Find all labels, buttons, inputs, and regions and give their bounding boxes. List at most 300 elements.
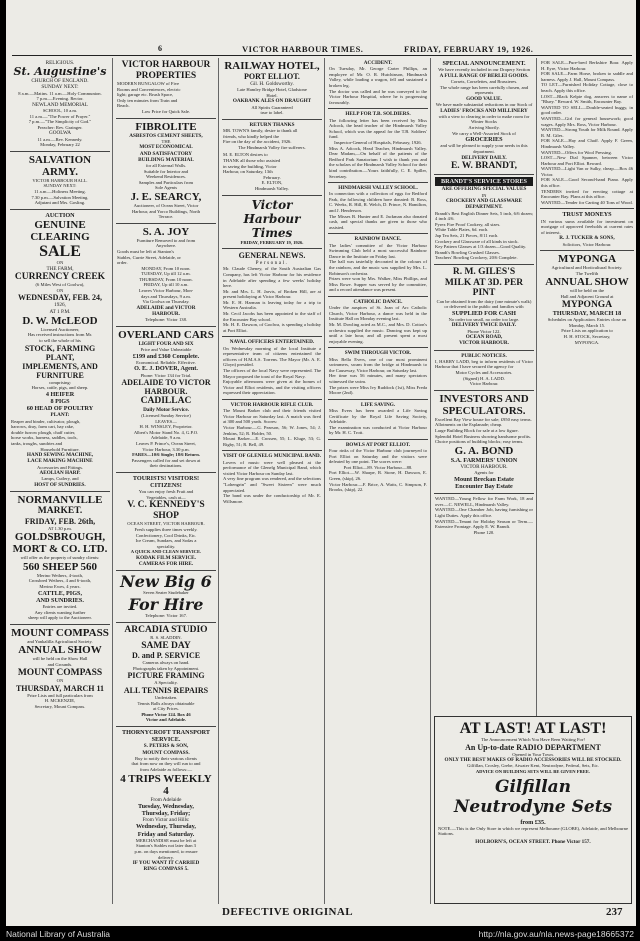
fibrolite-advertisement [116, 119, 216, 224]
line: Tuesday, Wednesday, [138, 802, 194, 810]
heading: SALE [39, 242, 81, 260]
line: SUPPLIED FOR CASH [452, 309, 516, 317]
paragraph: Inspector-General of Hospitals, February, 1926. [334, 139, 422, 145]
heading: VICTOR HARBOUR RIFLE CLUB. [230, 401, 314, 408]
paragraph: A very fine program was rendered, and the selections "Lohengrin" and "Sweet Sixteen" were much appreciated. [223, 476, 321, 493]
line: p.m. on days mentioned, to ensure [134, 848, 198, 854]
line: Phone: Victor 134 for Trial. [140, 372, 192, 378]
classified: WANTED—One Chamber Job, having furnishing or Light Duties. Apply this office. [435, 507, 533, 519]
heading: INVESTORS AND [439, 392, 529, 405]
line: Confectionery, Cool Drinks, Etc. [135, 532, 197, 538]
trust-moneys-notice [540, 209, 634, 251]
line: DELIVERY TWICE DAILY. [451, 322, 517, 329]
line: Crossbred Wethers, 4 and 6-tooth, [28, 578, 92, 584]
line: THURSDAY, From 10 noon. [139, 276, 193, 282]
line: Splendid Hotel Business showing handsome profits. [435, 433, 531, 439]
classified: WANTED—Offers for Wool Pressing. [541, 149, 612, 155]
overland-cars-advertisement [116, 327, 216, 473]
line: S.A. FARMERS' UNION [450, 456, 518, 464]
line: Arriving Shortly. [468, 124, 500, 130]
line: Telephone: Victor 167. [144, 613, 188, 619]
line: GOOLWA [48, 130, 72, 137]
line: Terrace. [158, 214, 174, 220]
line: HOST OF SUNDRIES. [34, 481, 86, 488]
line: at City Prices. [153, 706, 179, 712]
line: S. PETERS & SON, [143, 743, 189, 750]
line: Has received instructions from Mr. [27, 332, 93, 338]
classified: WANTED—Young Fellow for Farm Work, 18 and over.—C. NEWELL, Hindmarsh Valley. [435, 496, 533, 507]
line: A FULL RANGE OF BERLEI GOODS. [439, 72, 529, 79]
running-header [6, 0, 636, 62]
line: horse works, harness, saddles, tools, [11, 435, 78, 441]
heading: TOURISTS! VISITORS! [132, 474, 200, 482]
line: DELIVERY DAILY. [461, 154, 507, 161]
line: will offer as the property of sundry clients: [20, 555, 100, 561]
accident-article [328, 58, 428, 109]
heading: HARBOUR. [144, 387, 188, 397]
line: CROCKERY AND GLASSWARE DEPARTMENT. [445, 198, 522, 211]
line: speciality. [156, 543, 176, 549]
line: Brandt's Bowling Crushed Glasses. [435, 249, 500, 255]
page-marker: 6 [158, 44, 163, 53]
sheep-count: 560 SHEEP 560 [23, 560, 97, 573]
line: CATTLE, PIGS, [37, 589, 83, 597]
paragraph: The band was under the conductorship of Mr. E. Willsmore. [223, 493, 321, 504]
paragraph: Mr. Claude Cheney, of the South Australian Gas Company, has left Victor Harbour for his residence in Adelaide after spending a few weeks' holiday here. [223, 266, 321, 289]
paragraph: Victor Harbour.—F. Brice, A. Watts, C. Simpson, F. Brooks, (skip), 22. [329, 481, 427, 493]
line: We have made substantial reductions in our Stock of [435, 101, 533, 107]
line: Albert's Motor Stand No. 4, G.P.O. [133, 429, 199, 435]
heading: NAVAL OFFICERS ENTERTAINED. [229, 339, 315, 346]
line: Schedules on Application. Entries close on Monday, March 15. [547, 317, 627, 328]
line: double furrow plough, chaff cutter, [11, 429, 76, 435]
line: Secretary, Mount Compass. [34, 703, 86, 709]
catholic-dance-article [328, 297, 428, 348]
line: Brandt's Best English Dinner Sets, 5 inch, 6/6 dozen; 4 inch 4/6. [435, 210, 533, 222]
line: No order too small, no order too large. [448, 316, 520, 322]
line: VICTOR HARBOUR HALL. [32, 177, 88, 183]
newspaper-title: VICTOR HARBOUR TIMES. [242, 44, 364, 54]
line: Agents for [474, 470, 494, 476]
line: Leaves P. Prince's, Ocean Street, [136, 440, 196, 446]
line: Wednesday, Thursday, [136, 823, 196, 831]
line: Phone Victor 122. [467, 328, 501, 334]
heading: SAME DAY [141, 640, 191, 651]
line: Cameras always on hand. [142, 660, 190, 666]
line: IF YOU WANT IT CARRIED [132, 860, 200, 867]
date: FRIDAY, FEB. 26th, [24, 516, 96, 526]
section-label: RELIGIOUS. [45, 60, 75, 66]
line: Merino Ewes, 4 years. [39, 584, 81, 590]
line: SUNDAY NEXT: [41, 84, 79, 91]
line: days and Thursdays, 9 a.m. [140, 293, 192, 299]
line: TUESDAY, Up till 12 a.m. [141, 271, 191, 277]
line: (Licensed Sunday Service) [141, 412, 191, 418]
classified: Phone 120. [473, 529, 495, 535]
public-notices [434, 351, 534, 391]
heading: CADILLAC [140, 396, 192, 407]
paragraph: The hall was tastefully decorated in the colours of the rainbow, and the music was supplied by Mrs. L. Robinson's orchestra. [329, 259, 427, 276]
line: 7 p.m.—"The Simplicity of God." [28, 119, 92, 125]
line: sheep will apply to the Auctioneer. [28, 615, 92, 621]
paragraph: Port Elliot—89. Victor Harbour—88. [343, 464, 413, 470]
line: will be held on the Show Hall [32, 656, 88, 662]
swim-article [328, 348, 428, 399]
line: for all External Walls. [145, 162, 187, 168]
classified: FOR SALE—Hay and Chaff. Apply F. Green, Hindmarsh Valley. [541, 138, 633, 149]
heading: AUCTION [45, 211, 75, 219]
line: Corsets, Corselettes, and Brassieres. [450, 79, 518, 84]
line: ONLY THE BEST MAKES OF RADIO ACCESSORIES WILL BE STOCKED. [444, 757, 622, 764]
paragraph: Mr. and Mrs. L. H. Jarvis, of Broken Hill, are at present holidaying at Victor Harbour. [223, 288, 321, 300]
paragraph: The officers of the local Navy were represented. The Mayor proposed the toast of the Royal Navy. [223, 368, 321, 379]
line: comprising: [49, 379, 71, 385]
line: Sole Agents [154, 185, 178, 191]
life-saving-article [328, 400, 428, 440]
line: Telephone: Victor 138. [144, 317, 188, 323]
line: tanks, troughs, sundries and [11, 440, 63, 446]
line: AND SUNDRIES. [36, 596, 84, 604]
line: Beach. [117, 103, 130, 109]
line: Entries are invited. [42, 604, 78, 610]
line: MOUNT COMPASS [17, 667, 103, 678]
paragraph: Under the auspices of St. Joan of Arc Catholic Church, Victor Harbour, a dance was held in the Institute Hall on Monday evening last. [329, 305, 427, 322]
line: Lamps, Cutlery, and [41, 476, 79, 482]
line: 7 p.m.—Evening. Rector. [36, 96, 84, 102]
line: (Signed) H. A. LADD. [463, 375, 505, 381]
paragraph: The ladies' committee of the Victor Harbour Swimming Club held a most successful Rainbow Dance in the Institute on Friday last. [329, 242, 427, 259]
line: Weekend Residences. [146, 174, 186, 180]
heading: RETURN THANKS [249, 121, 295, 128]
glenelg-band-article [222, 451, 322, 507]
column-rule [324, 58, 325, 904]
line: Solicitors, Victor Harbour. [562, 241, 612, 247]
line: Late Hamley Bridge Hotel, Gladstone [237, 87, 307, 93]
line: Household Furniture. [40, 446, 80, 452]
line: OAKBANK ALES ON DRAUGHT [232, 98, 312, 105]
paragraph: Mr. H. E. Dawson, of Goolwa, is spending a holiday at Port Elliot. [223, 322, 321, 333]
line: IN [481, 192, 487, 198]
heading: PUBLIC NOTICES. [461, 352, 507, 359]
heading: An Up-to-date RADIO DEPARTMENT [465, 742, 601, 752]
line: Teachers' Bowling Crockery, 20/6 Complete. [435, 255, 518, 261]
column-rule [218, 58, 219, 904]
railway-hotel-advertisement [222, 58, 322, 120]
line: Accessories and Fittings. [36, 464, 84, 470]
line: and will be pleased to supply your needs in this department. [440, 143, 528, 154]
line: Undertaken. [154, 695, 178, 700]
line: Victor and Adelaide. [145, 717, 187, 723]
line: Only ten minutes from Train and [117, 97, 178, 103]
line: Fire on the day of the accident, 1926. [223, 139, 292, 145]
auction-date: WEDNESDAY, FEB. 24, [17, 293, 103, 303]
paragraph: Miss A. Adcock, Head Teacher, Hindmarsh Valley. Dear Madam,—On behalf of the patients of the Bedford Park Sanatorium I wish to thank you and the scholars of the Hindmarsh Valley School for their kind contribution.—Yours faithfully, C. E. Spiller, Secretary. [329, 145, 427, 179]
heading: LIFE SAVING. [360, 401, 396, 408]
paragraph: The Mount Barker club and their friends visited Victor Harbour on Saturday last. A match was fired at 300 and 500 yards. Scores: [223, 408, 321, 425]
line: I, HARRY LADD, beg to inform residents of Victor Harbour that I have secured the agency for [435, 358, 533, 370]
heading: VISIT OF GLENELG MUNICIPAL BAND. [223, 453, 321, 460]
paragraph: The doctor was called and he was conveyed to the Victor Harbour Hospital, where he is progressing favourably. [329, 88, 427, 105]
small-classifieds [540, 58, 634, 209]
heading: SPECULATORS. [442, 404, 526, 417]
heading: SERVICE. [151, 736, 181, 744]
heading: R. M. GILES'S [452, 267, 516, 277]
line: PLANT: [50, 412, 70, 419]
line: MR. TOWN'S family, desire to thank all [223, 127, 298, 133]
heading: New Big 6 [120, 572, 212, 592]
source-url-link[interactable]: http://nla.gov.au/nla.news-page18665372 [478, 929, 634, 939]
line: The Announcement Which You Have Been Waiting For! [481, 737, 585, 742]
line: Price and Value Unbeatable [140, 347, 192, 353]
line: THE FARM, [46, 265, 74, 272]
line: MONDAY, From 10 noon. [141, 265, 191, 271]
heading: BOWLS AT PORT ELLIOT. [345, 441, 411, 448]
editorial-masthead [222, 196, 322, 250]
line: LADIES' FROCKS AND MILLINERY [440, 107, 528, 114]
line: The whole range has been carefully chosen, and represents [439, 84, 529, 96]
paragraph: On Tuesday, Mr. George Carter Phillips, an employee of Mr. O. R. Hutchinson, Hindmarsh Valley, while loading a wagon, fell and sustained a broken leg. [329, 66, 427, 88]
naval-officers-article [222, 337, 322, 400]
line: IN various sums available for investment on mortgage of approved freeholds at current rates of interest. [541, 218, 633, 235]
line: MERCHANDISE must be left at [135, 837, 197, 843]
line: AEOLIAN HARP. [39, 470, 81, 477]
car-hire-advertisement [116, 571, 216, 622]
heading: VICTOR HARBOUR [121, 60, 211, 70]
classified: WANTED—Tender for Carting 40 Tons of Wood. [541, 199, 633, 205]
line: OCEAN ROAD, [465, 334, 503, 341]
heading: CITIZENS! [150, 482, 182, 490]
line: Key Pattern Glasses at 1/3 dozen—Good Quality. [435, 244, 527, 250]
line: M. E. ELTON desires to [223, 152, 268, 158]
line: Large Building Block for sale at a low figure. [435, 428, 519, 434]
line: Anywhere. [155, 243, 177, 249]
line: NEWLAND MEMORIAL [32, 101, 88, 108]
line: Merino Wethers, 4-tooth, [36, 572, 84, 578]
paragraph: The following letter has been received by Miss Adcock, the head teacher of the Hindmarsh Valley School, which was the appeal for the T.B. Soldiers' fund. [329, 117, 427, 140]
line: Low Price for Quick Sale. [141, 108, 191, 114]
company: MORT & CO. LTD. [12, 543, 108, 556]
heading: FIBROLITE [135, 120, 197, 133]
classified: WANTED TO SELL—Double-seated buggy, in good order. [541, 104, 633, 116]
line: The Twelfth [575, 270, 599, 276]
investors-advertisement [434, 391, 534, 494]
paragraph: Lovers of music were well pleased at the performance of the Glenelg Municipal Band, which visited Victor Harbour on Sunday last. [223, 459, 321, 476]
classified: WANTED—Girl for general housework; good wages. Apply Mrs. Ross, Victor Harbour. [541, 115, 633, 127]
classified: WANTED—Tenant for Holiday Season or Term.—Extensive Frontage. Apply E. W. Brandt. [435, 518, 533, 530]
line: Stables, Currie Street, Adelaide, or [117, 254, 181, 260]
line: Thursday, Friday; [141, 809, 191, 817]
line: OCEAN STREET, VICTOR HARBOUR. [127, 521, 205, 527]
church-name: St. Augustine's [13, 65, 107, 79]
line: in saving the building, Victor [223, 163, 277, 169]
heading: ALL TENNIS REPAIRS [123, 686, 209, 695]
line: Adjutant and Mrs. Gosling. [34, 200, 86, 206]
line: Prize Lists on application to [561, 328, 613, 334]
line: 11 a.m.—Holiness Meeting. [34, 188, 86, 194]
line: LIGHT FOUR AND SIX [138, 340, 194, 347]
column-rule [112, 58, 113, 904]
issue-date: FRIDAY, FEBRUARY 19, 1926. [404, 44, 534, 54]
line: Victor Harbour, 3.30 p.m. [142, 446, 190, 452]
heading: MYPONGA [561, 299, 613, 310]
line: A Speciality. [154, 680, 178, 686]
line: VICTOR HARBOUR. [459, 340, 509, 347]
heading: HINDMARSH VALLEY SCHOOL. [338, 185, 418, 192]
line: Furniture Removed to and from [136, 237, 196, 243]
line: GROCERIES [465, 136, 503, 144]
agent: O. E. J. DOVER, Agent. [134, 365, 198, 373]
line: will be held on the [569, 288, 605, 294]
radio-department-advertisement [434, 716, 632, 904]
line: Allotments on the Esplanade; cheap. [435, 422, 503, 428]
newspaper-page [6, 0, 636, 926]
line: 1926, [54, 302, 66, 309]
line: AT 1 P.M. [49, 308, 71, 315]
line: Photographs taken by Appointment. [132, 665, 200, 671]
line: E. ELTON, [261, 180, 283, 186]
properties-advertisement [116, 58, 216, 119]
heading: MILK AT 3D. PER PINT [444, 277, 524, 298]
paragraph: The Misses B. Hunter and E. Jackman also donated cash, and special thanks are given to those who assisted. [329, 213, 427, 230]
heading: For Hire [128, 595, 204, 615]
agent-name: J. E. SEARCY, [130, 190, 202, 203]
heading: MOUNT COMPASS [11, 626, 109, 639]
heading: SALVATION ARMY. [28, 153, 92, 178]
heading: NORMANVILLE [17, 494, 103, 507]
line: FURNITURE [36, 370, 84, 380]
line: their destinations. [149, 463, 183, 469]
classified: FOR SALE—Farm Horse, broken to saddle and harness. Apply J. Hall, Mount Compass. [541, 71, 633, 82]
line: H. H. WINSLEY, Proprietor. [139, 424, 193, 430]
line: MOST ECONOMICAL [139, 144, 193, 151]
line: Leaves Victor Harbour, Mon- [138, 288, 194, 294]
line: Excellent Bay View house for sale; £950 easy terms. [435, 416, 532, 422]
church-notice [10, 58, 110, 152]
price: from £35. [520, 818, 546, 826]
company: GOLDSBROUGH, [14, 531, 106, 544]
line: FRIDAY, Up till 10 a.m. [143, 282, 189, 288]
carrier-advertisement [116, 224, 216, 327]
paragraph: Miss Evers has been awarded a Life Saving Certificate by the Royal Life Saving Society, Adelaide. [329, 407, 427, 425]
paragraph: Mr. E. H. Harman is leaving today for a trip to Western Australia. [223, 299, 321, 311]
classified: TO LET—Furnished Holiday Cottage, close to beach. Apply this office. [541, 82, 633, 93]
line: Fresh supplies three times weekly. [134, 527, 198, 533]
agent-name: G. A. BOND [454, 444, 514, 457]
line: friends, who kindly helped the [223, 133, 280, 139]
line: We have recently included in our Drapery Section [438, 67, 530, 73]
paragraph: Enjoyable afternoons were given at the homes of Victor and Elliot residents, and the visiting officers expressed their appreciation. [223, 379, 321, 396]
defective-original-stamp: DEFECTIVE ORIGINAL [222, 906, 353, 918]
heading: MYPONGA [557, 253, 617, 266]
bowls-article [328, 440, 428, 496]
line: Opened in Your Town. [512, 751, 554, 757]
line: Gil. H. Goldsworthy. [250, 81, 294, 87]
line: Can be obtained from the dairy (one minute's walk) or delivered to the public and families with [436, 298, 532, 310]
line: CAMERAS FOR HIRE. [138, 561, 194, 568]
rainbow-dance-article [328, 234, 428, 297]
heading: OVERLAND CARS [118, 328, 214, 341]
line: Licensed Auctioneer, [40, 326, 80, 332]
line: Hindmarsh Valley. [254, 185, 290, 191]
line: Encounter Bay Estate [455, 483, 513, 491]
line: that from now on they will run to and [131, 761, 201, 767]
line: Reaper and binder, cultivator, plough, [11, 418, 81, 424]
line: Preacher: Rev. Grainger. [37, 124, 83, 130]
line: H. MCKENZIE, [44, 698, 76, 704]
line: Monday, February 22 [40, 142, 80, 148]
paragraph: Port Elliot.—W. Sharpe, R. Stone, H. Dawson, E. Green, (skip), 26. [329, 470, 427, 482]
classified: WANTED—Light Van or Sulky, cheap.—Box 46 Victor. [541, 166, 633, 177]
heading: PROPERTIES [135, 70, 197, 81]
heading: BRANDT'S SERVICE STORES [435, 177, 533, 186]
heading: 4 TRIPS WEEKLY 4 [120, 772, 212, 797]
line: Vegetables, cash at— [146, 494, 186, 500]
heading: ANNUAL SHOW [545, 276, 629, 289]
heading: SPECIAL ANNOUNCEMENT. [442, 60, 526, 67]
fares: FARES—10/6 Single; 18/6 Return. [132, 452, 200, 458]
line: Passengers called for and set down at [131, 457, 201, 463]
giles-milk-advertisement [434, 265, 534, 351]
paragraph: In connection with a collection of eggs for Bedford Park, the following children have donated: B. Ross, C. Weeks, R. Hill, R. Welch, D. Prince, N. Hamilton, and J. Henderson. [329, 191, 427, 214]
rifle-club-article [222, 400, 322, 451]
line: Pyrex Fire Proof Cookery, all sizes. [435, 221, 501, 227]
wanted-classifieds [434, 494, 534, 538]
church-type: CHURCH OF ENGLAND. [31, 78, 89, 85]
line: Mount Breckan Estate [454, 475, 514, 483]
paragraph: Miss Bella Evers, one of our most prominent swimmers, swam from the bridge at Hindmarsh to the Causeway, Victor Harbour, on Saturday last. [329, 356, 427, 373]
line: (6 Miles West of Goolwa), [35, 282, 85, 288]
line: From Victor and Hills: [142, 817, 190, 824]
line: Samples and Particulars from [138, 179, 194, 185]
heading: S. A. JOY [142, 225, 190, 238]
thornycroft-transport-advertisement [116, 727, 216, 876]
line: GOOD VALUE. [466, 95, 502, 102]
line: Horses, cattle, pigs, and sheep. [31, 385, 89, 391]
line: Economical. Reliable. Effective. [136, 359, 196, 365]
header-rule [12, 55, 632, 56]
line: Seven Seater Studebaker [143, 590, 189, 596]
heading: THORNYCROFT TRANSPORT [121, 728, 211, 736]
line: ADVICE ON BUILDING SETS WILL BE GIVEN FREE. [475, 768, 591, 774]
line: harrows, dray, farm cart, hay rake, [11, 424, 75, 430]
hindmarsh-school-article [328, 183, 428, 234]
line: February. [263, 174, 281, 180]
salvation-army-notice [10, 152, 110, 210]
line: Agricultural and Horticultural Society. [551, 265, 623, 271]
line: Auctioneer, of Ocean Street, Victor [133, 202, 199, 208]
paragraph: The prizes were Miss Ivy Ruddock (1st), Miss Freda Moore (2nd). [329, 384, 427, 396]
line: THANK all those who assisted [223, 157, 281, 163]
shop-name: V. C. KENNEDY'S [127, 500, 205, 511]
heading: PORT ELLIOT. [244, 72, 300, 81]
line: Goods must be left at Stanton's [117, 248, 175, 254]
date: THURSDAY, MARCH 18 [552, 310, 622, 318]
price: £199 and £360 Complete. [132, 352, 200, 360]
line: ASBESTOS CEMENT SHEETS, [129, 132, 203, 139]
line: MODERN BUNGALOW of Five [117, 81, 180, 86]
paragraph: On Wednesday morning of the local Institute a representative team of citizens entertained the officers of H.M.A.S. Torrens. The Mayor (Mr. A. E. Gloyn) presided. [223, 345, 321, 368]
line: Stanton's Stables not later than 3 [136, 843, 196, 849]
heading: ARCADIA STUDIO [124, 624, 208, 635]
line: 8 PIGS [50, 398, 70, 405]
heading: PICTURE FRAMING [127, 671, 205, 681]
column-4 [328, 58, 428, 904]
line: Hall and Adjacent Ground at [560, 294, 614, 299]
line: light; garage etc. Brush Space, [117, 92, 174, 98]
line: BUILDING MATERIAL [138, 156, 194, 163]
line: Prize Lists and full particulars from [27, 692, 93, 698]
line: ON [56, 259, 64, 265]
